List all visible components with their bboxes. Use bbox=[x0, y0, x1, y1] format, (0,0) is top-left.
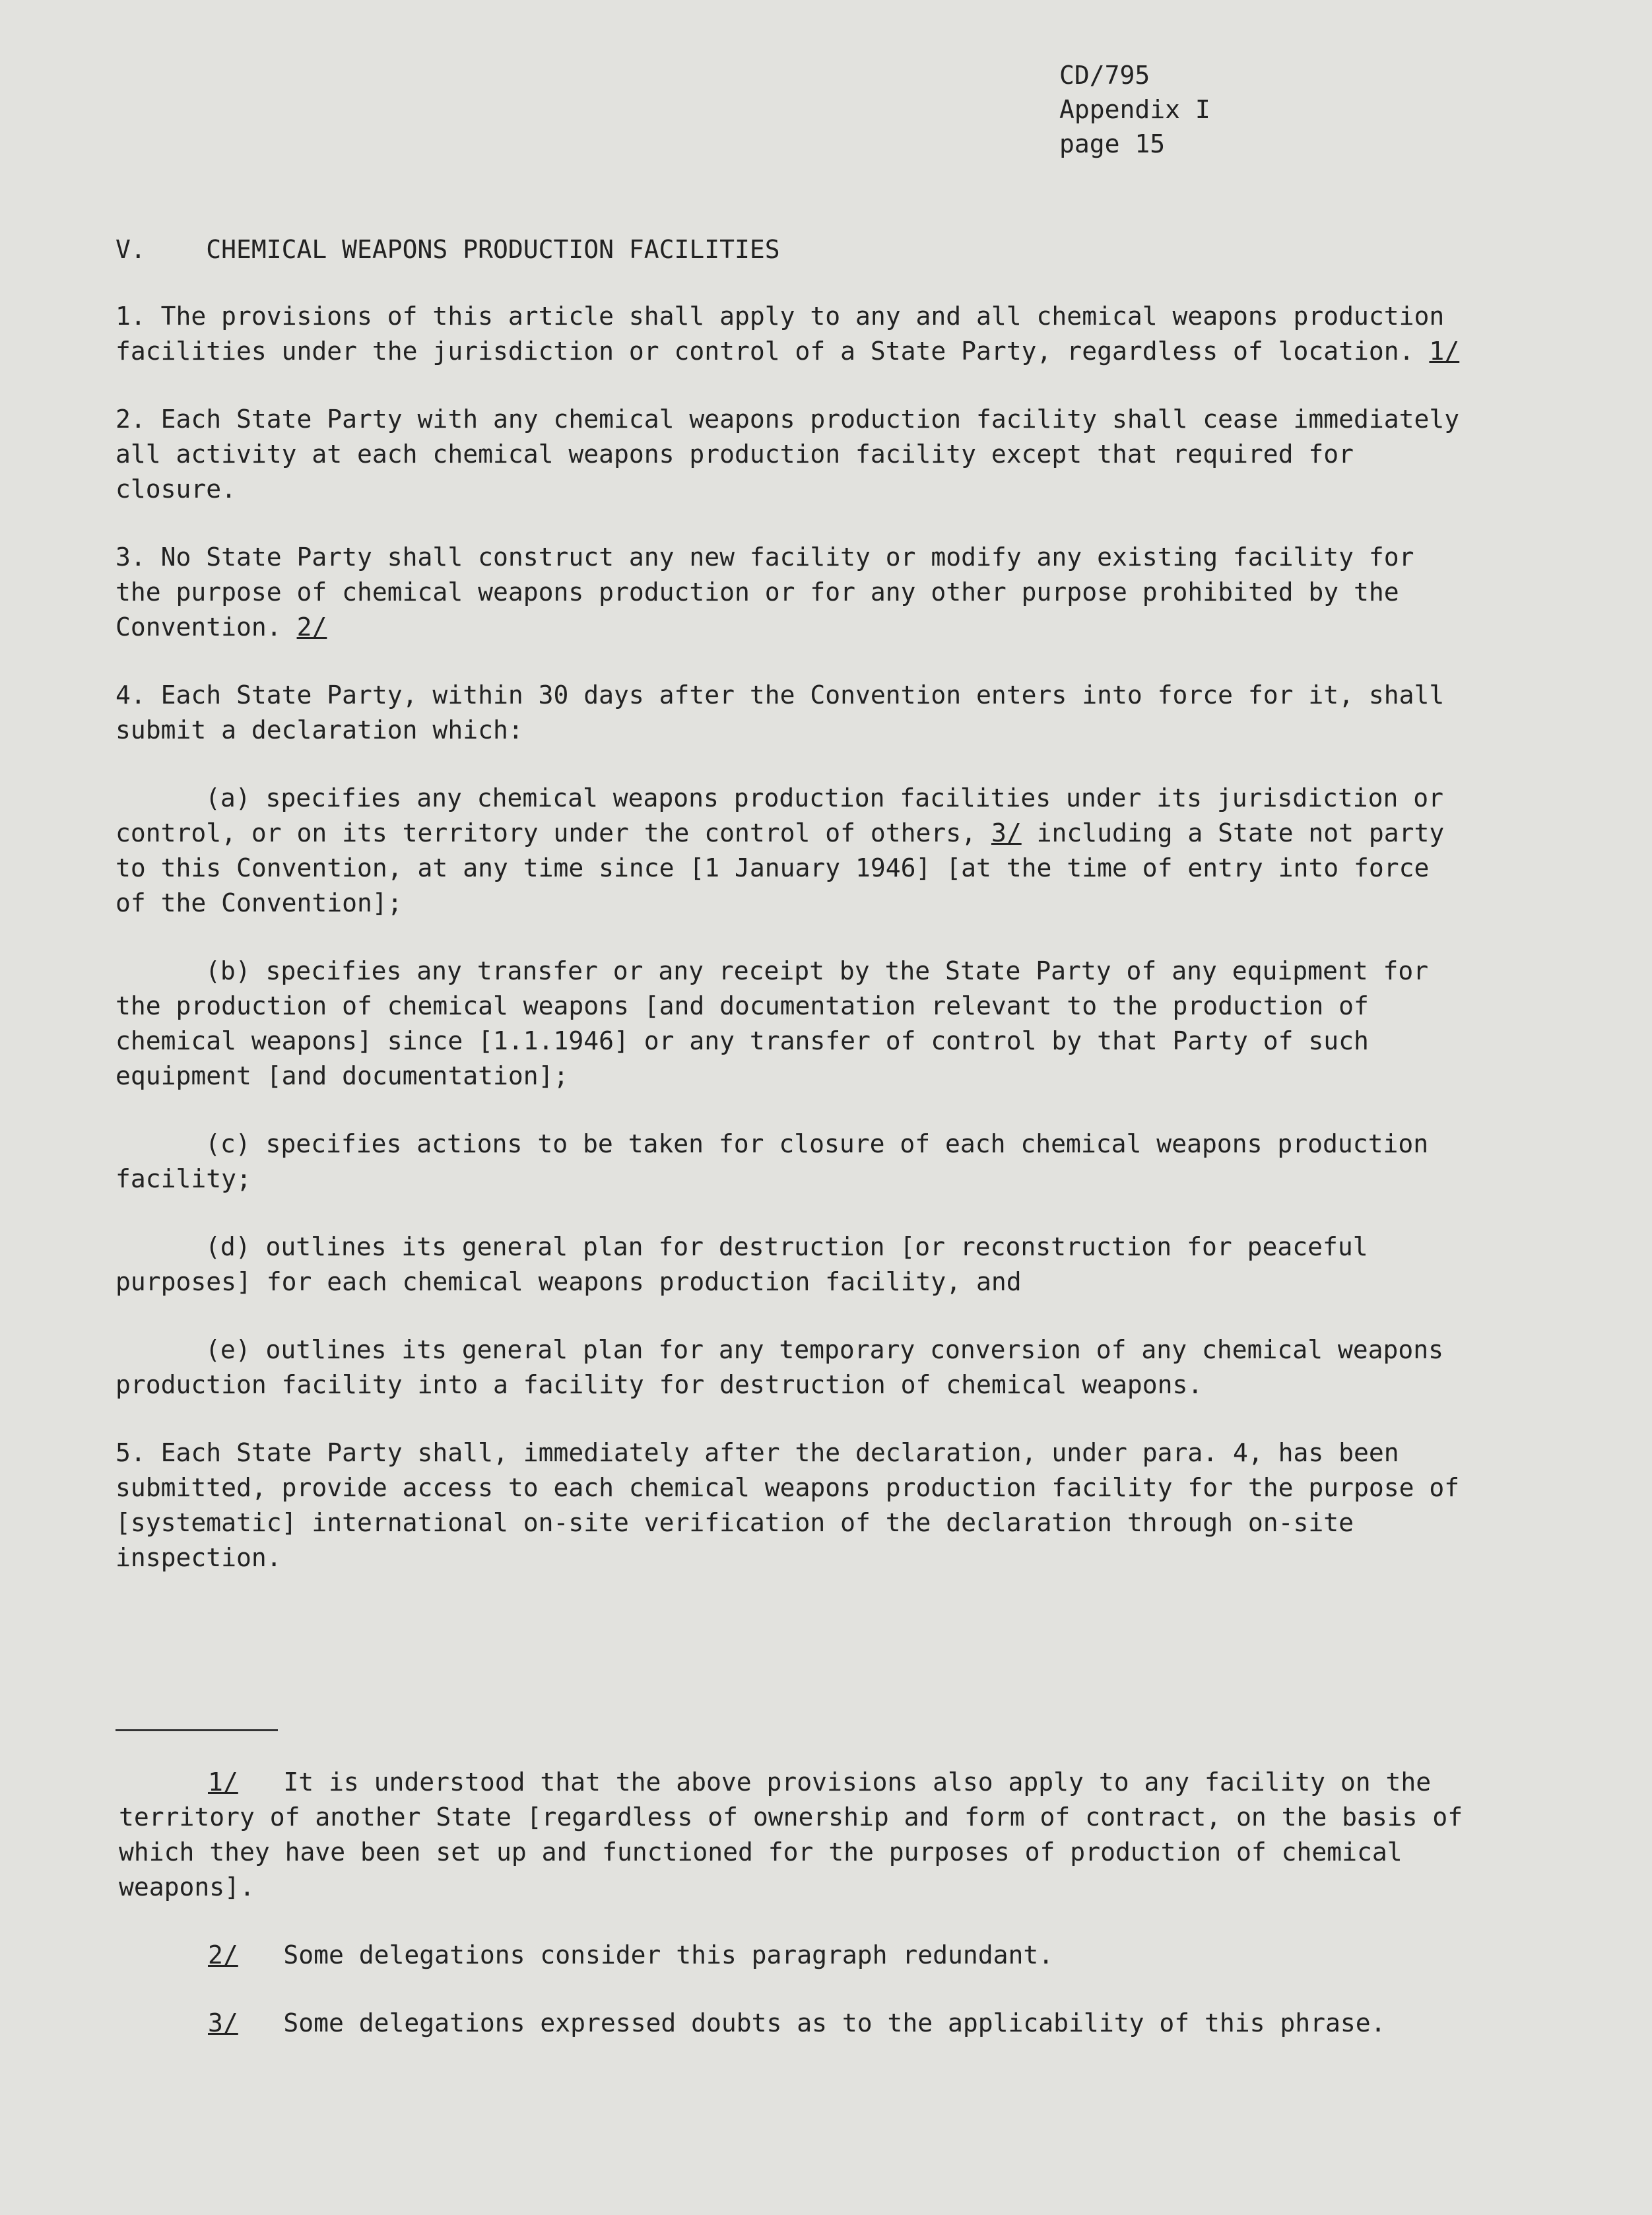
paragraph-5: 5. Each State Party shall, immediately after the declaration, under para. 4, has been submitted, provide access to each chemical weapons production facility for the purpose of [systematic] international on-site verification of the declaration through on-site inspection. bbox=[116, 1438, 1460, 1572]
paragraph-1 bbox=[116, 299, 1462, 369]
paragraph-4a bbox=[116, 781, 1462, 921]
section-title: V. CHEMICAL WEAPONS PRODUCTION FACILITIES bbox=[116, 235, 780, 264]
document-id: CD/795 bbox=[1059, 61, 1150, 90]
footnote-ref-2: 2/ bbox=[296, 612, 327, 642]
footnote-3-text: Some delegations expressed doubts as to the applicability of this phrase. bbox=[283, 2008, 1386, 2037]
appendix-label: Appendix I bbox=[1059, 95, 1210, 124]
paragraph-4a-text-before: (a) specifies any chemical weapons production facilities under its jurisdiction or control, or on its territory under the control of others, bbox=[116, 783, 1443, 847]
footnote-separator bbox=[116, 1729, 278, 1731]
footnote-2-text: Some delegations consider this paragraph redundant. bbox=[283, 1940, 1054, 1969]
footnote-1-text: It is understood that the above provisions also apply to any facility on the territory of another State [regardless of ownership and form of contract, on the basis of which they have been set up and functioned for the purposes of production of chemical weapons]. bbox=[119, 1768, 1463, 1901]
page-number: page 15 bbox=[1059, 129, 1166, 158]
paragraph-4e: (e) outlines its general plan for any temporary conversion of any chemical weapons production facility into a facility for destruction of chemical weapons. bbox=[116, 1335, 1443, 1399]
document-body bbox=[116, 232, 1462, 1608]
footnote-1 bbox=[119, 1765, 1465, 1905]
footnote-ref-1: 1/ bbox=[1429, 337, 1460, 366]
footnote-2 bbox=[119, 1938, 1465, 1973]
paragraph-3-text: 3. No State Party shall construct any new facility or modify any existing facility for the purpose of chemical weapons production or for any other purpose prohibited by the Convention. bbox=[116, 543, 1414, 642]
footnote-2-mark: 2/ bbox=[208, 1940, 238, 1969]
footnote-3 bbox=[119, 2006, 1465, 2041]
footnote-1-mark: 1/ bbox=[208, 1768, 238, 1797]
footnote-ref-3: 3/ bbox=[991, 818, 1022, 847]
paragraph-3 bbox=[116, 540, 1462, 645]
paragraph-4a-text-after: including a State not party to this Convention, at any time since [1 January 1946] [at the time of entry into force of the Convention]; bbox=[116, 818, 1445, 917]
paragraph-1-text: 1. The provisions of this article shall apply to any and all chemical weapons production facilities under the jurisdiction or control of a State Party, regardless of location. bbox=[116, 302, 1445, 366]
paragraph-2: 2. Each State Party with any chemical weapons production facility shall cease immediately all activity at each chemical weapons production facility except that required for closure. bbox=[116, 405, 1460, 504]
footnotes bbox=[119, 1765, 1465, 2074]
paragraph-4b: (b) specifies any transfer or any receipt by the State Party of any equipment for the production of chemical weapons [and documentation relevant to the production of chemical weapons] since [1.1.1946] or any transfer of control by that Party of such equipment [and documentation]; bbox=[116, 956, 1429, 1090]
paragraph-4d: (d) outlines its general plan for destruction [or reconstruction for peaceful purposes] for each chemical weapons production facility, and bbox=[116, 1232, 1368, 1296]
page-header bbox=[1059, 58, 1210, 161]
paragraph-4: 4. Each State Party, within 30 days after the Convention enters into force for it, shall submit a declaration which: bbox=[116, 680, 1445, 744]
paragraph-4c: (c) specifies actions to be taken for closure of each chemical weapons production facility; bbox=[116, 1129, 1429, 1193]
footnote-3-mark: 3/ bbox=[208, 2008, 238, 2037]
